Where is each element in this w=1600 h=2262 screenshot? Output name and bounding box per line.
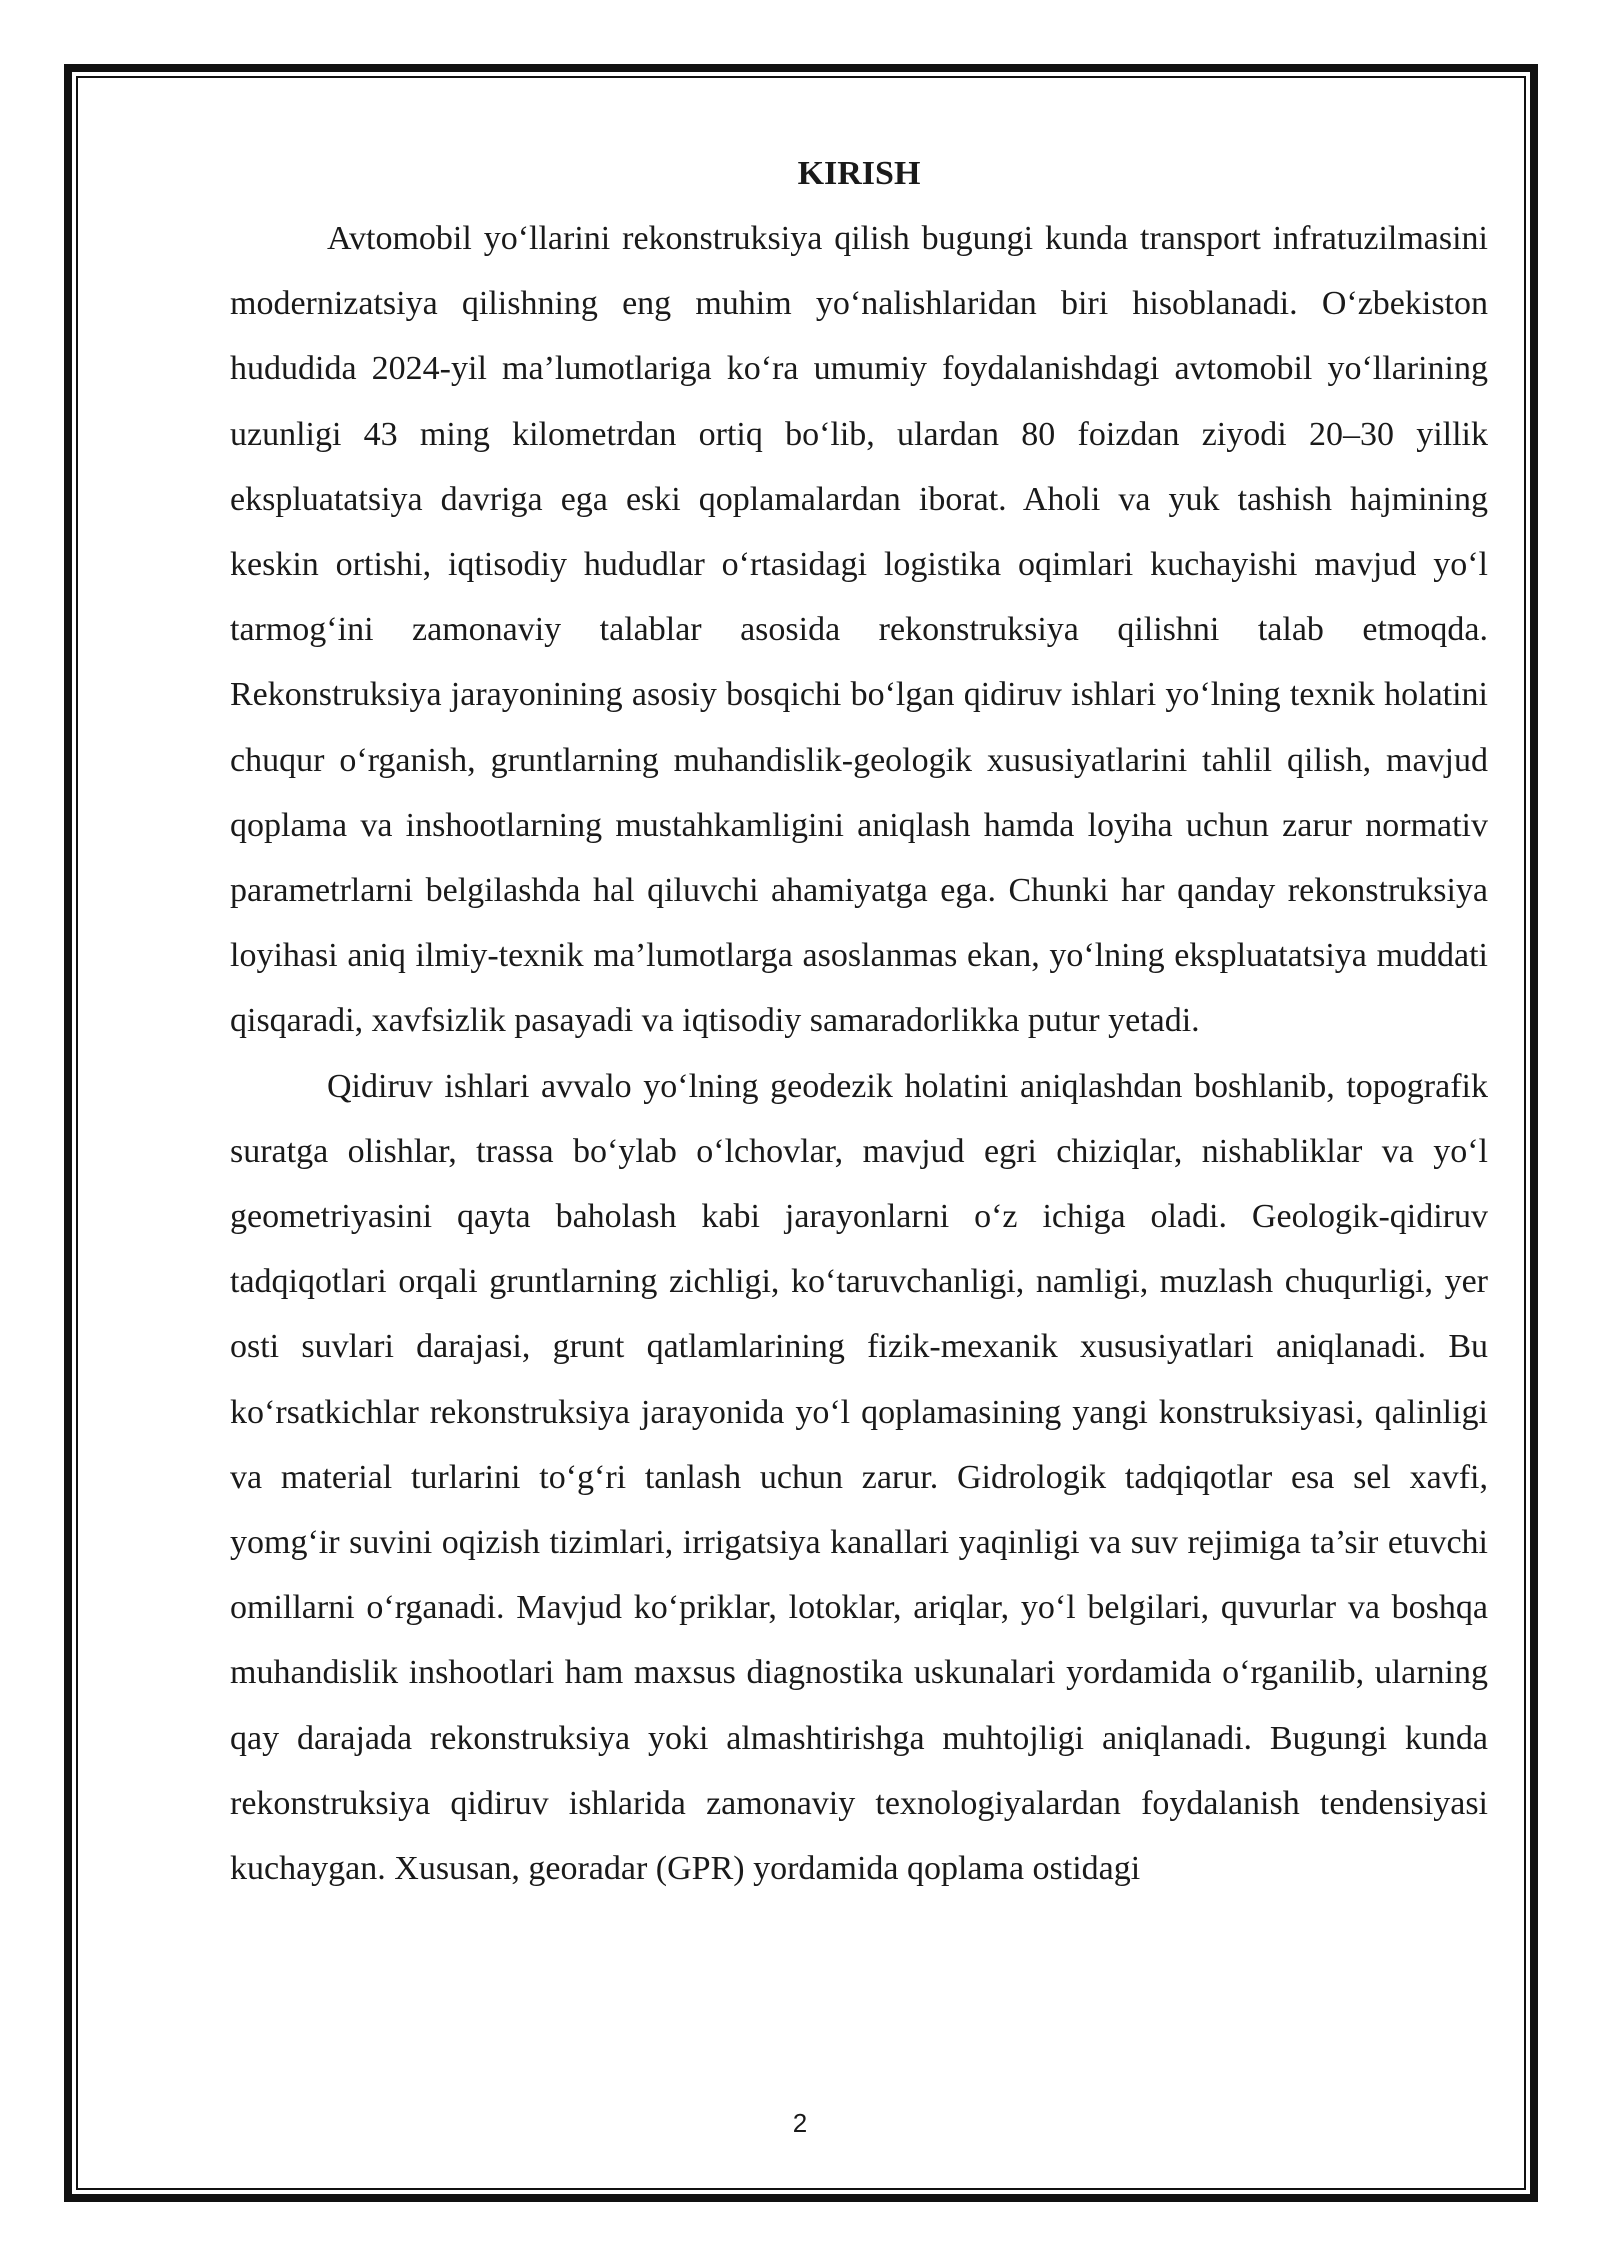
page-number: 2 <box>792 2108 808 2138</box>
paragraph-1: Avtomobil yo‘llarini rekonstruksiya qilish bugungi kunda transport infratuzilmasini modernizatsiya qilishning eng muhim yo‘nalishlaridan biri hisoblanadi. O‘zbekiston hududida 2024-yil ma’lumotlariga ko‘ra umumiy foydalanishdagi avtomobil yo‘llarining uzunligi 43 ming kilometrdan ortiq bo‘lib, ulardan 80 foizdan ziyodi 20–30 yillik ekspluatatsiya davriga ega eski qoplamalardan iborat. Aholi va yuk tashish hajmining keskin ortishi, iqtisodiy hududlar o‘rtasidagi logistika oqimlari kuchayishi mavjud yo‘l tarmog‘ini zamonaviy talablar asosida rekonstruksiya qilishni talab etmoqda. Rekonstruksiya jarayonining asosiy bosqichi bo‘lgan qidiruv ishlari yo‘lning texnik holatini chuqur o‘rganish, gruntlarning muhandislik-geologik xususiyatlarini tahlil qilish, mavjud qoplama va inshootlarning mustahkamligini aniqlash hamda loyiha uchun zarur normativ parametrlarni belgilashda hal qiluvchi ahamiyatga ega. Chunki har qanday rekonstruksiya loyihasi aniq ilmiy-texnik ma’lumotlarga asoslanmas ekan, yo‘lning ekspluatatsiya muddati qisqaradi, xavfsizlik pasayadi va iqtisodiy samaradorlikka putur yetadi. <box>230 220 1488 1040</box>
section-title: KIRISH <box>797 155 921 192</box>
document-body <box>230 148 1488 1901</box>
paragraph-2: Qidiruv ishlari avvalo yo‘lning geodezik holatini aniqlashdan boshlanib, topografik suratga olishlar, trassa bo‘ylab o‘lchovlar, mavjud egri chiziqlar, nishabliklar va yo‘l geometriyasini qayta baholash kabi jarayonlarni o‘z ichiga oladi. Geologik-qidiruv tadqiqotlari orqali gruntlarning zichligi, ko‘taruvchanligi, namligi, muzlash chuqurligi, yer osti suvlari darajasi, grunt qatlamlarining fizik-mexanik xususiyatlari aniqlanadi. Bu ko‘rsatkichlar rekonstruksiya jarayonida yo‘l qoplamasining yangi konstruksiyasi, qalinligi va material turlarini to‘g‘ri tanlash uchun zarur. Gidrologik tadqiqotlar esa sel xavfi, yomg‘ir suvini oqizish tizimlari, irrigatsiya kanallari yaqinligi va suv rejimiga ta’sir etuvchi omillarni o‘rganadi. Mavjud ko‘priklar, lotoklar, ariqlar, yo‘l belgilari, quvurlar va boshqa muhandislik inshootlari ham maxsus diagnostika uskunalari yordamida o‘rganilib, ularning qay darajada rekonstruksiya yoki almashtirishga muhtojligi aniqlanadi. Bugungi kunda rekonstruksiya qidiruv ishlarida zamonaviy texnologiyalardan foydalanish tendensiyasi kuchaygan. Xususan, georadar (GPR) yordamida qoplama ostidagi <box>230 1067 1488 1888</box>
